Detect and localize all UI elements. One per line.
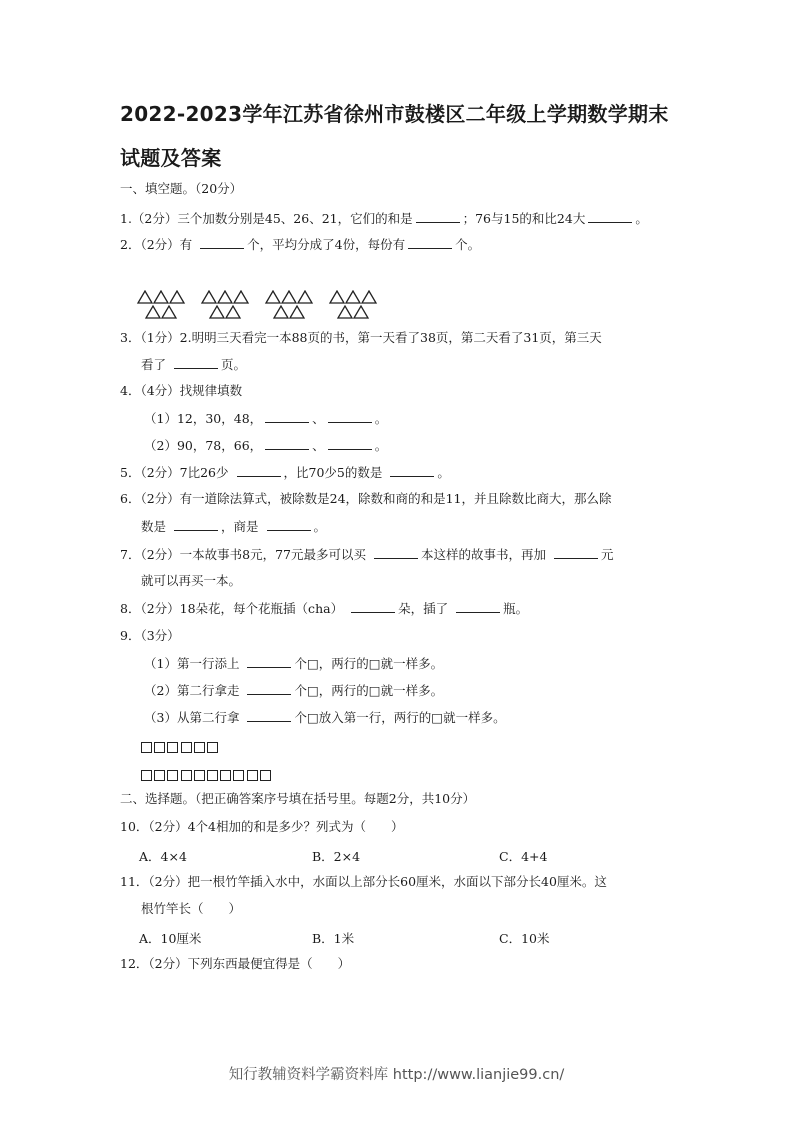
square-icon [194, 770, 205, 781]
triangle-icon [146, 306, 160, 318]
answer-blank [267, 518, 311, 531]
page-title-line2: 试题及答案 [120, 146, 222, 170]
square-icon [247, 770, 258, 781]
question-7 [120, 546, 614, 563]
q9-s2-end: 个□，两行的□就一样多。 [294, 683, 444, 698]
q5-text-a: 5．（2分）7比26少 [120, 465, 229, 480]
answer-blank [351, 600, 395, 613]
q2-text-c: 个。 [455, 237, 481, 252]
q4-s1-sep: 、 [312, 411, 325, 426]
triangle-icon [338, 306, 352, 318]
triangle-icon [298, 291, 312, 303]
q9-s3-text: （3）从第二行拿 [144, 710, 240, 725]
square-icon [233, 770, 244, 781]
answer-blank [416, 210, 460, 223]
page-title-line1: 2022-2023学年江苏省徐州市鼓楼区二年级上学期数学期末 [120, 102, 669, 126]
answer-blank [265, 410, 309, 423]
q7-text-c: 元 [601, 547, 614, 562]
answer-blank [328, 437, 372, 450]
square-icon [207, 742, 218, 753]
q11-option-b: B．1米 [312, 931, 355, 946]
square-icon [167, 770, 178, 781]
question-3-cont [141, 356, 246, 373]
q8-text-b: 朵，插了 [398, 601, 449, 616]
triangle-icon [266, 291, 280, 303]
triangle-icon [138, 291, 152, 303]
q6-text-b: 数是 [141, 519, 167, 534]
answer-blank [554, 546, 598, 559]
section-heading-fill-blank: 一、填空题。（20分） [120, 181, 243, 196]
question-9-part-1 [144, 655, 443, 672]
q4-s2-end: 。 [374, 438, 388, 453]
q9-s1-text: （1）第一行添上 [144, 656, 240, 671]
triangle-icon [218, 291, 232, 303]
question-11-cont: 根竹竿长（ ） [141, 901, 242, 916]
answer-blank [408, 236, 452, 249]
question-7-cont: 就可以再买一本。 [141, 573, 242, 588]
q6-text-d: 。 [313, 519, 327, 534]
question-9-part-2 [144, 682, 443, 699]
q4-s2-text: （2）90，78，66， [144, 438, 263, 453]
question-9: 9．（3分） [120, 628, 180, 643]
q8-text-c: 瓶。 [503, 601, 529, 616]
triangle-icon [346, 291, 360, 303]
answer-blank [588, 210, 632, 223]
section-heading-multiple-choice: 二、选择题。（把正确答案序号填在括号里。每题2分，共10分） [120, 791, 476, 806]
triangle-icon [154, 291, 168, 303]
triangle-icon [354, 306, 368, 318]
square-icon [154, 742, 165, 753]
square-icon [207, 770, 218, 781]
q1-text-b: ；76与15的和比24大 [462, 211, 586, 226]
square-icon [260, 770, 271, 781]
question-5 [120, 464, 450, 481]
answer-blank [247, 655, 291, 668]
question-3: 3．（1分）2.明明三天看完一本88页的书，第一天看了38页，第二天看了31页，第三天 [120, 330, 602, 345]
q5-text-b: ，比70少5的数是 [283, 465, 383, 480]
q7-text-a: 7．（2分）一本故事书8元，77元最多可以买 [120, 547, 367, 562]
square-icon [181, 742, 192, 753]
q11-option-c: C．10米 [499, 931, 550, 946]
triangle-icon [210, 306, 224, 318]
triangle-icon [290, 306, 304, 318]
q1-text-a: 1.（2分）三个加数分别是45、26、21，它们的和是 [120, 211, 413, 226]
triangle-icon [362, 291, 376, 303]
triangle-icon [226, 306, 240, 318]
q9-s1-end: 个□，两行的□就一样多。 [294, 656, 444, 671]
answer-blank [174, 356, 218, 369]
q4-s2-sep: 、 [312, 438, 325, 453]
q10-option-b: B．2×4 [312, 849, 361, 864]
triangle-icon [202, 291, 216, 303]
q9-s2-text: （2）第二行拿走 [144, 683, 240, 698]
q9-s3-end: 个□放入第一行，两行的□就一样多。 [294, 710, 506, 725]
question-4-part-2 [144, 437, 387, 454]
square-icon [194, 742, 205, 753]
question-6: 6．（2分）有一道除法算式，被除数是24，除数和商的和是11，并且除数比商大，那么除 [120, 491, 612, 506]
triangle-icon [282, 291, 296, 303]
q1-text-c: 。 [635, 211, 648, 226]
q10-option-c: C．4+4 [499, 849, 548, 864]
question-11: 11．（2分）把一根竹竿插入水中，水面以上部分长60厘米，水面以下部分长40厘米。这 [120, 874, 607, 889]
q8-text-a: 8．（2分）18朵花，每个花瓶插（cha） [120, 601, 344, 616]
square-row-2 [141, 765, 273, 784]
triangle-icon [330, 291, 344, 303]
answer-blank [237, 464, 281, 477]
answer-blank [174, 518, 218, 531]
square-icon [141, 742, 152, 753]
q7-text-b: 本这样的故事书，再加 [421, 547, 547, 562]
answer-blank [265, 437, 309, 450]
q2-text-a: 2．（2分）有 [120, 237, 193, 252]
answer-blank [390, 464, 434, 477]
question-4: 4．（4分）找规律填数 [120, 383, 243, 398]
square-icon [141, 770, 152, 781]
question-1 [120, 210, 648, 227]
triangle-groups-figure [136, 290, 396, 326]
answer-blank [247, 709, 291, 722]
answer-blank [200, 236, 244, 249]
square-icon [167, 742, 178, 753]
q5-text-c: 。 [437, 465, 450, 480]
answer-blank [456, 600, 500, 613]
q3-text-c: 页。 [221, 357, 247, 372]
question-8 [120, 600, 528, 617]
q6-text-c: ，商是 [221, 519, 259, 534]
triangle-icon [170, 291, 184, 303]
answer-blank [328, 410, 372, 423]
triangle-icon [234, 291, 248, 303]
q4-s1-text: （1）12，30，48， [144, 411, 263, 426]
q10-option-a: A．4×4 [139, 849, 187, 864]
q4-s1-end: 。 [374, 411, 388, 426]
q11-option-a: A．10厘米 [139, 931, 202, 946]
square-icon [181, 770, 192, 781]
answer-blank [374, 546, 418, 559]
footer-watermark: 知行教辅资料学霸资料库 http://www.lianjie99.cn/ [228, 1067, 565, 1083]
triangles-svg [136, 290, 396, 322]
square-icon [220, 770, 231, 781]
question-4-part-1 [144, 410, 387, 427]
question-2 [120, 236, 480, 253]
square-icon [154, 770, 165, 781]
answer-blank [247, 682, 291, 695]
q3-text-b: 看了 [141, 357, 167, 372]
question-9-part-3 [144, 709, 506, 726]
question-12: 12．（2分）下列东西最便宜得是（ ） [120, 956, 351, 971]
triangle-icon [162, 306, 176, 318]
question-6-cont [141, 518, 326, 535]
q2-text-b: 个，平均分成了4份，每份有 [247, 237, 406, 252]
question-10: 10．（2分）4个4相加的和是多少？列式为（ ） [120, 819, 404, 834]
square-row-1 [141, 737, 220, 756]
triangle-icon [274, 306, 288, 318]
